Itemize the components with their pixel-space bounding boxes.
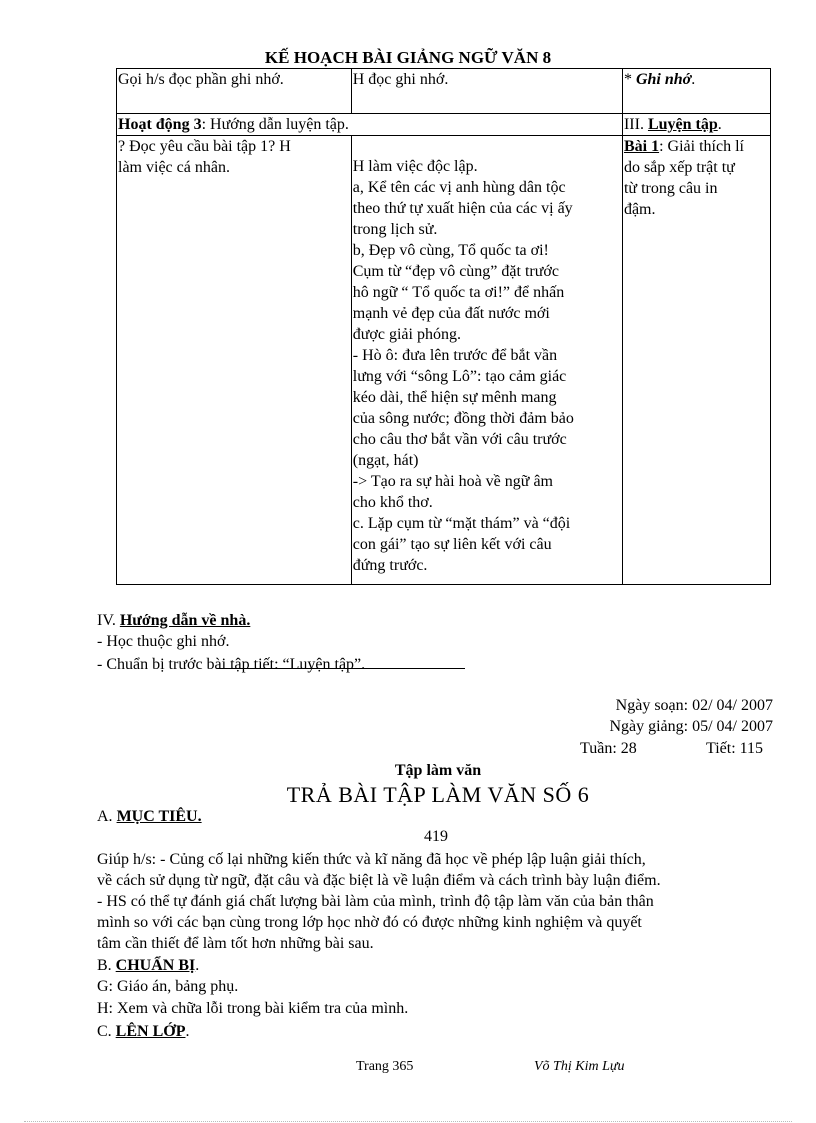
section-b-prefix: B. [97, 957, 116, 974]
section-c-suffix: . [185, 1023, 190, 1040]
homework-line: - Học thuộc ghi nhớ. [97, 633, 230, 650]
section-a-heading [97, 806, 202, 827]
teacher-cell [117, 136, 352, 585]
section-a-prefix: A. [97, 808, 117, 825]
activity-cell [117, 114, 623, 136]
goal-line: - HS có thể tự đánh giá chất lượng bài làm của mình, trình độ tập làm văn của bản thân [97, 893, 654, 910]
cell-line: mạnh vẻ đẹp của đất nước mới [352, 305, 550, 322]
cell-line: c. Lặp cụm từ “mặt thám” và “đội [352, 515, 571, 532]
cell-line: theo thứ tự xuất hiện của các vị ấy [352, 200, 573, 217]
cell-line: kéo dài, thể hiện sự mênh mang [352, 389, 557, 406]
lesson-number: Tiết: 115 [706, 740, 764, 757]
cell-line: đậm. [623, 201, 656, 218]
cell-line: cho khổ thơ. [352, 494, 433, 511]
teacher-cell [117, 69, 352, 114]
cell-line: ? Đọc yêu cầu bài tập 1? H [118, 138, 291, 155]
lesson-title: TRẢ BÀI TẬP LÀM VĂN SỐ 6 [286, 782, 590, 807]
cell-line: cho câu thơ bắt vần với câu trước [352, 431, 567, 448]
section-a-label: MỤC TIÊU. [116, 808, 202, 825]
section-b-label: CHUẨN BỊ [115, 957, 196, 974]
page-edge-divider [24, 1121, 792, 1122]
page-number-marker: 419 [424, 828, 448, 845]
cell-line: do sắp xếp trật tự [623, 159, 735, 176]
cell-text: Gọi h/s đọc phần ghi nhớ. [118, 71, 284, 88]
section-c-label: LÊN LỚP [115, 1023, 186, 1040]
cell-line: được giải phóng. [352, 326, 461, 343]
activity-text: : Hướng dẫn luyện tập. [201, 116, 349, 133]
student-cell [351, 136, 622, 585]
section-b-heading [97, 955, 199, 976]
section-suffix: . [717, 116, 722, 133]
section-c-heading [97, 1021, 189, 1042]
teach-date: Ngày giảng: 05/ 04/ 2007 [609, 718, 773, 735]
homework-line-text: - Chuẩn bị trước bài tập tiết: “Luyện tập”. [97, 656, 366, 673]
table-row [117, 69, 771, 114]
cell-text: H đọc ghi nhớ. [352, 71, 449, 88]
table-row [117, 136, 771, 585]
goal-line: tâm cần thiết để làm tốt hơn những bài sau. [97, 935, 374, 952]
goal-line: mình so với các bạn cùng trong lớp học nhờ đó có được những kinh nghiệm và quyết [97, 914, 642, 931]
homework-prefix: IV. [97, 612, 120, 629]
exercise-label: Bài 1 [623, 138, 660, 155]
note-prefix: * [623, 71, 636, 88]
cell-line: làm việc cá nhân. [118, 159, 230, 176]
cell-line: trong lịch sử. [352, 221, 438, 238]
section-prefix: III. [623, 116, 648, 133]
homework-label: Hướng dẫn về nhà. [119, 612, 251, 629]
cell-line: a, Kể tên các vị anh hùng dân tộc [352, 179, 566, 196]
section-label: Luyện tập [647, 116, 718, 133]
section-cell [622, 114, 770, 136]
lesson-plan-table [116, 68, 771, 585]
prep-date: Ngày soạn: 02/ 04/ 2007 [615, 697, 773, 714]
cell-line: Cụm từ “đẹp vô cùng” đặt trước [352, 263, 559, 280]
cell-line: hô ngữ “ Tổ quốc ta ơi!” để nhấn [352, 284, 565, 301]
note-cell [622, 69, 770, 114]
fill-in-underline [217, 668, 465, 669]
prep-line: G: Giáo án, bảng phụ. [97, 978, 239, 995]
homework-heading [97, 610, 250, 631]
footer-author: Võ Thị Kim Lựu [534, 1059, 625, 1074]
lesson-category: Tập làm văn [394, 762, 482, 779]
week-label: Tuần: 28 [580, 740, 637, 757]
note-cell [622, 136, 770, 585]
cell-line: từ trong câu in [623, 180, 718, 197]
page-header-title: KẾ HOẠCH BÀI GIẢNG NGỮ VĂN 8 [264, 48, 552, 67]
note-label: Ghi nhớ [635, 71, 692, 88]
footer-page-number: Trang 365 [356, 1059, 414, 1074]
cell-line: b, Đẹp vô cùng, Tổ quốc ta ơi! [352, 242, 549, 259]
section-c-prefix: C. [97, 1023, 116, 1040]
note-suffix: . [691, 71, 696, 88]
exercise-text: : Giải thích lí [659, 138, 744, 155]
student-cell [351, 69, 622, 114]
cell-line: H làm việc độc lập. [352, 158, 478, 175]
cell-line: - Hò ô: đưa lên trước để bắt vần [352, 347, 558, 364]
goal-line: Giúp h/s: - Củng cố lại những kiến thức và kĩ năng đã học về phép lập luận giải thích, [97, 851, 646, 868]
cell-line: của sông nước; đồng thời đảm bảo [352, 410, 574, 427]
activity-label: Hoạt động 3 [118, 116, 202, 133]
cell-line: lưng với “sông Lô”: tạo cảm giác [352, 368, 567, 385]
section-b-suffix: . [195, 957, 200, 974]
cell-line: (ngạt, hát) [352, 452, 419, 469]
table-row [117, 114, 771, 136]
homework-line [97, 654, 465, 675]
cell-line: -> Tạo ra sự hài hoà về ngữ âm [352, 473, 553, 490]
goal-line: về cách sử dụng từ ngữ, đặt câu và đặc biệt là về luận điểm và cách trình bày luận điểm. [97, 872, 661, 889]
cell-line: đứng trước. [352, 557, 428, 574]
cell-line: con gái” tạo sự liên kết với câu [352, 536, 552, 553]
prep-line: H: Xem và chữa lỗi trong bài kiểm tra của mình. [97, 1000, 409, 1017]
cell-line [624, 136, 769, 157]
